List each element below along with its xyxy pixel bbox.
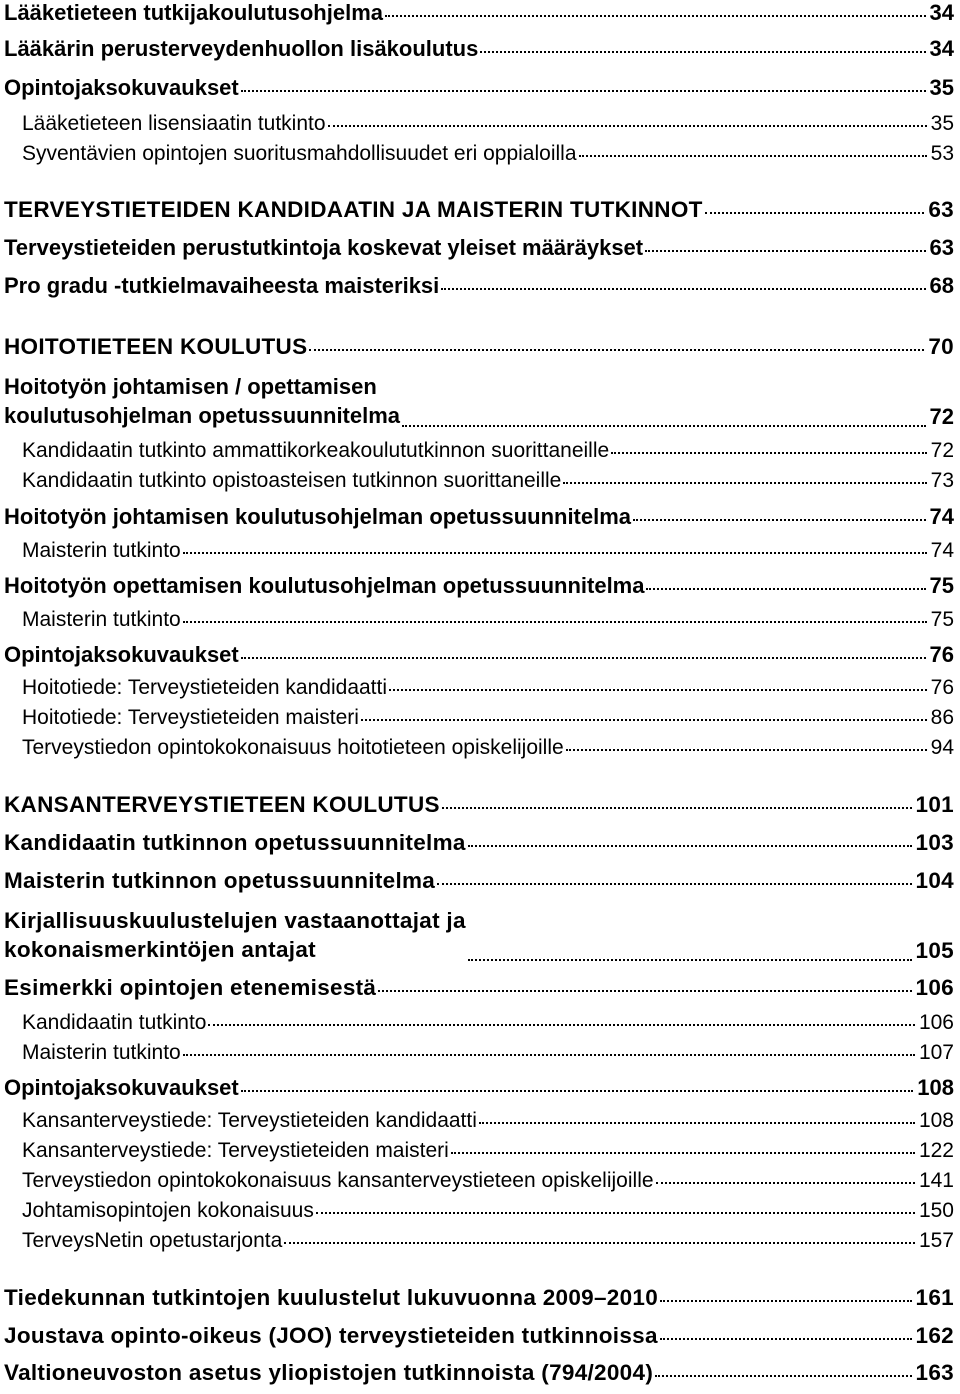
toc-entry-page: 157 <box>918 1229 954 1252</box>
toc-entry-title-line: kokonaismerkintöjen antajat <box>4 937 316 962</box>
toc-entry-title: Lääketieteen lisensiaatin tutkinto <box>22 112 326 135</box>
toc-entry-page: 122 <box>918 1139 954 1162</box>
toc-entry-title: TerveysNetin opetustarjonta <box>22 1229 283 1252</box>
toc-entry-page: 106 <box>915 975 954 1000</box>
toc-entry-title: Hoitotiede: Terveystieteiden maisteri <box>22 706 359 729</box>
toc-entry-page: 35 <box>930 112 954 135</box>
toc-entry-title: Pro gradu -tutkielmavaiheesta maisteriksi <box>4 273 440 298</box>
dot-leader <box>328 125 927 127</box>
toc-entry-page: 70 <box>928 334 954 359</box>
dot-leader <box>645 250 925 252</box>
toc-entry-page: 103 <box>915 830 954 855</box>
toc-entry <box>22 142 954 166</box>
toc-entry-title-line: koulutusohjelman opetussuunnitelma <box>4 403 401 428</box>
toc-entry-page: 76 <box>930 676 954 699</box>
toc-entry <box>4 868 954 894</box>
dot-leader <box>309 349 924 351</box>
toc-entry-page: 53 <box>930 142 954 165</box>
toc-entry-title: Hoitotiede: Terveystieteiden kandidaatti <box>22 676 388 699</box>
dot-leader <box>208 1024 914 1026</box>
toc-entry-title: Maisterin tutkinto <box>22 1041 181 1064</box>
toc-entry-title: Opintojaksokuvaukset <box>4 642 239 667</box>
dot-leader <box>241 657 926 659</box>
toc-entry-title: Syventävien opintojen suoritusmahdollisuudet eri oppialoilla <box>22 142 577 165</box>
dot-leader <box>480 51 925 53</box>
toc-entry-page: 68 <box>929 273 954 298</box>
toc-entry-title <box>4 906 466 964</box>
dot-leader <box>468 959 912 961</box>
toc-entry-title <box>4 372 400 430</box>
toc-entry-page: 34 <box>929 36 954 61</box>
toc-entry-title-line: Hoitotyön johtamisen / opettamisen <box>4 374 377 399</box>
toc-entry <box>4 334 954 360</box>
toc-entry <box>22 439 954 463</box>
toc-entry-page: 105 <box>915 938 954 963</box>
dot-leader <box>437 883 911 885</box>
toc-entry-title: Opintojaksokuvaukset <box>4 1075 239 1100</box>
dot-leader <box>441 288 925 290</box>
dot-leader <box>646 588 925 590</box>
dot-leader <box>468 845 912 847</box>
toc-entry-title: Kansanterveystiede: Terveystieteiden maisteri <box>22 1139 449 1162</box>
toc-entry <box>4 273 954 299</box>
toc-entry <box>22 706 954 730</box>
toc-entry <box>22 539 954 563</box>
toc-entry <box>4 1360 954 1386</box>
toc-entry-page: 63 <box>929 235 954 260</box>
toc-entry-title-line: Kirjallisuuskuulustelujen vastaanottajat ja <box>4 908 466 933</box>
dot-leader <box>241 90 926 92</box>
toc-entry <box>4 642 954 668</box>
toc-entry-page: 162 <box>915 1323 954 1348</box>
toc-entry-title: Kandidaatin tutkinnon opetussuunnitelma <box>4 830 466 855</box>
dot-leader <box>241 1090 914 1092</box>
toc-entry <box>22 1139 954 1163</box>
toc-entry-title: Maisterin tutkinto <box>22 539 181 562</box>
toc-entry-title: Opintojaksokuvaukset <box>4 75 239 100</box>
toc-entry <box>4 1285 954 1311</box>
toc-entry-page: 75 <box>930 608 954 631</box>
toc-entry-page: 141 <box>918 1169 954 1192</box>
toc-entry-page: 75 <box>929 573 954 598</box>
toc-entry-page: 72 <box>929 404 954 429</box>
toc-entry <box>22 608 954 632</box>
toc-entry-page: 101 <box>915 792 954 817</box>
toc-entry-title: Esimerkki opintojen etenemisestä <box>4 975 377 1000</box>
toc-entry-title: Terveystiedon opintokokonaisuus hoitotieteen opiskelijoille <box>22 736 564 759</box>
toc-entry <box>4 36 954 62</box>
toc-entry-title: Hoitotyön johtamisen koulutusohjelman opetussuunnitelma <box>4 504 632 529</box>
toc-entry <box>22 1169 954 1193</box>
toc-entry-title: HOITOTIETEEN KOULUTUS <box>4 334 308 359</box>
toc-entry-page: 35 <box>929 75 954 100</box>
toc-entry <box>4 975 954 1001</box>
toc-entry <box>4 504 954 530</box>
toc-entry <box>4 0 954 26</box>
dot-leader <box>579 155 927 157</box>
toc-entry <box>4 792 954 818</box>
dot-leader <box>442 807 912 809</box>
dot-leader <box>660 1338 912 1340</box>
toc-entry-title: Kandidaatin tutkinto ammattikorkeakoulututkinnon suorittaneille <box>22 439 610 462</box>
dot-leader <box>655 1375 911 1377</box>
toc-entry <box>4 235 954 261</box>
toc-entry <box>4 197 954 223</box>
toc-entry-page: 108 <box>917 1075 954 1100</box>
toc-entry-title: Valtioneuvoston asetus yliopistojen tutkinnoista (794/2004) <box>4 1360 654 1385</box>
dot-leader <box>402 425 925 427</box>
toc-entry-page: 107 <box>918 1041 954 1064</box>
toc-entry-page: 74 <box>930 539 954 562</box>
dot-leader <box>378 990 911 992</box>
toc-entry-page: 86 <box>930 706 954 729</box>
toc-entry-page: 108 <box>918 1109 954 1132</box>
toc-entry <box>4 1075 954 1101</box>
toc-entry-page: 63 <box>928 197 954 222</box>
toc-entry-title: TERVEYSTIETEIDEN KANDIDAATIN JA MAISTERIN TUTKINNOT <box>4 197 703 222</box>
dot-leader <box>656 1182 915 1184</box>
toc-entry-title: Kansanterveystiede: Terveystieteiden kandidaatti <box>22 1109 477 1132</box>
toc-entry-page: 72 <box>930 439 954 462</box>
toc-entry <box>22 469 954 493</box>
toc-entry-title: Lääkärin perusterveydenhuollon lisäkoulutus <box>4 36 479 61</box>
toc-entry-page: 76 <box>929 642 954 667</box>
toc-entry-page: 161 <box>915 1285 954 1310</box>
toc-entry-page: 163 <box>915 1360 954 1385</box>
toc-entry-title: Maisterin tutkinto <box>22 608 181 631</box>
toc-entry <box>4 372 954 430</box>
toc-entry-page: 106 <box>918 1011 954 1034</box>
dot-leader <box>183 552 927 554</box>
toc-entry-page: 104 <box>915 868 954 893</box>
toc-entry-title: Johtamisopintojen kokonaisuus <box>22 1199 314 1222</box>
toc-entry-page: 150 <box>918 1199 954 1222</box>
toc-entry-title: KANSANTERVEYSTIETEEN KOULUTUS <box>4 792 440 817</box>
dot-leader <box>183 621 927 623</box>
toc-entry <box>22 1011 954 1035</box>
dot-leader <box>611 452 926 454</box>
toc-entry <box>22 1229 954 1253</box>
toc-entry <box>22 736 954 760</box>
toc-entry <box>22 112 954 136</box>
toc-entry-page: 73 <box>930 469 954 492</box>
dot-leader <box>284 1242 915 1244</box>
toc-entry <box>4 830 954 856</box>
toc-entry-title: Lääketieteen tutkijakoulutusohjelma <box>4 0 383 25</box>
dot-leader <box>385 15 926 17</box>
dot-leader <box>563 482 926 484</box>
dot-leader <box>705 212 925 214</box>
toc-entry-page: 94 <box>930 736 954 759</box>
toc-entry <box>4 75 954 101</box>
dot-leader <box>660 1300 912 1302</box>
toc-entry <box>22 1041 954 1065</box>
toc-entry-title: Kandidaatin tutkinto opistoasteisen tutkinnon suorittaneille <box>22 469 562 492</box>
toc-entry-title: Kandidaatin tutkinto <box>22 1011 207 1034</box>
dot-leader <box>566 749 927 751</box>
toc-entry-page: 74 <box>929 504 954 529</box>
dot-leader <box>316 1212 915 1214</box>
toc-entry <box>4 1323 954 1349</box>
toc-entry-title: Tiedekunnan tutkintojen kuulustelut lukuvuonna 2009–2010 <box>4 1285 659 1310</box>
toc-entry-title: Terveystieteiden perustutkintoja koskevat yleiset määräykset <box>4 235 644 260</box>
toc-entry <box>22 676 954 700</box>
toc-entry <box>4 573 954 599</box>
toc-entry <box>4 906 954 964</box>
toc-entry-page: 34 <box>929 0 954 25</box>
dot-leader <box>183 1054 915 1056</box>
toc-entry-title: Hoitotyön opettamisen koulutusohjelman opetussuunnitelma <box>4 573 645 598</box>
dot-leader <box>451 1152 915 1154</box>
toc-entry-title: Maisterin tutkinnon opetussuunnitelma <box>4 868 436 893</box>
toc-entry-title: Joustava opinto-oikeus (JOO) terveystieteiden tutkinnoissa <box>4 1323 658 1348</box>
toc-entry <box>22 1109 954 1133</box>
toc-entry <box>22 1199 954 1223</box>
toc-entry-title: Terveystiedon opintokokonaisuus kansanterveystieteen opiskelijoille <box>22 1169 654 1192</box>
dot-leader <box>479 1122 915 1124</box>
dot-leader <box>361 719 927 721</box>
dot-leader <box>389 689 927 691</box>
dot-leader <box>633 519 925 521</box>
